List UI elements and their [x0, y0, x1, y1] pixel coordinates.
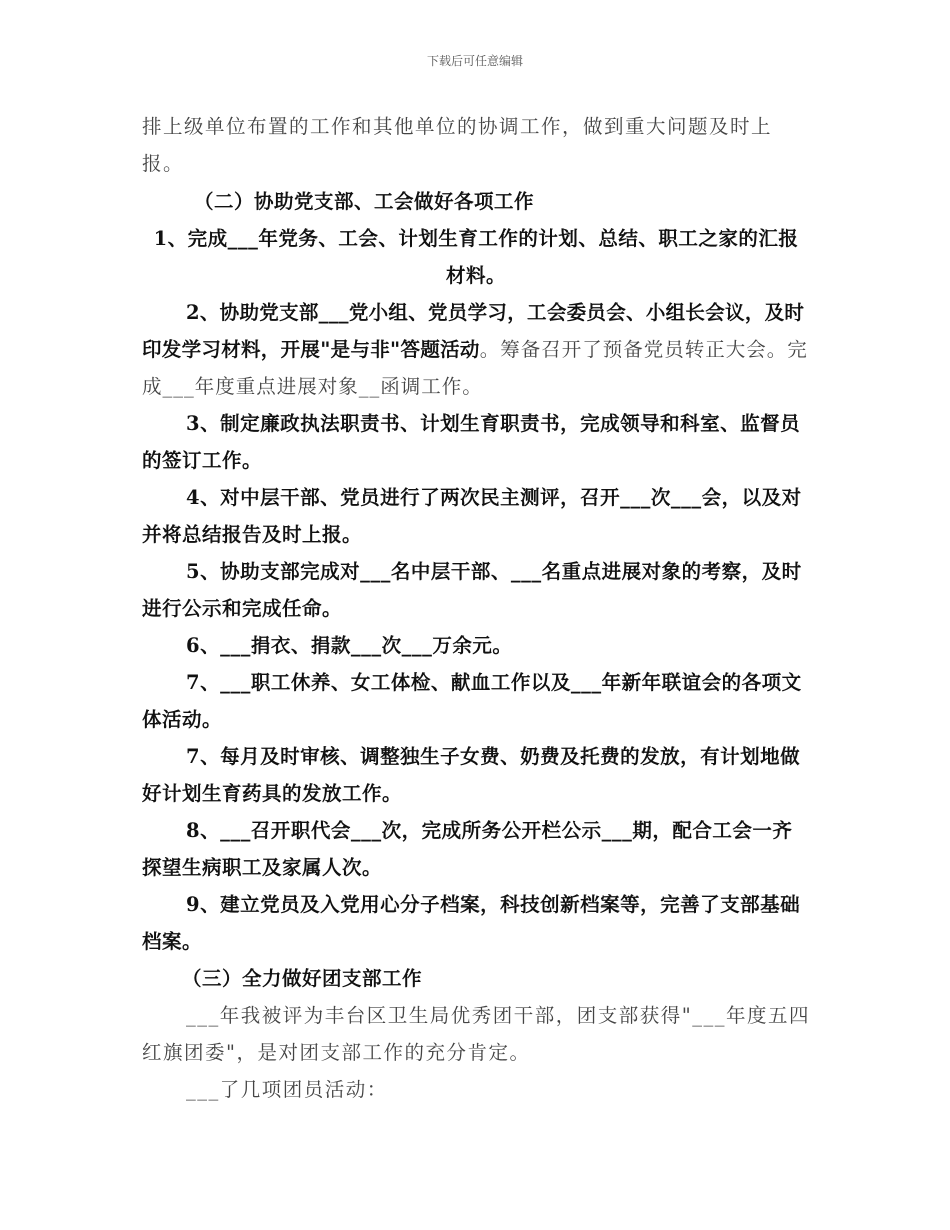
paragraph: 排上级单位布置的工作和其他单位的协调工作，做到重大问题及时上报。 [142, 115, 773, 175]
list-item: 5、协助支部完成对___名中层干部、___名重点进展对象的考察，及时进行公示和完成任命。 [142, 560, 802, 620]
list-item [142, 294, 810, 405]
page-header: 下载后可任意编辑 [426, 54, 523, 68]
list-item: 7、每月及时审核、调整独生子女费、奶费及托费的发放，有计划地做好计划生育药具的发放工作。 [142, 745, 801, 805]
paragraph-light-part: 。筹备召开了预备党员转正大会。完成___年度重点进展对象__函调工作。 [142, 338, 808, 398]
section-heading: （三）全力做好团支部工作 [182, 967, 423, 990]
list-item: 8、___召开职代会___次，完成所务公开栏公示___期，配合工会一齐探望生病职工及家属人次。 [142, 819, 793, 879]
document-body [142, 108, 810, 1108]
list-item: 1、完成___年党务、工会、计划生育工作的计划、总结、职工之家的汇报材料。 [153, 227, 799, 287]
list-item: 6、___捐衣、捐款___次___万余元。 [186, 634, 513, 657]
paragraph: ___年我被评为丰台区卫生局优秀团干部，团支部获得"___年度五四红旗团委"，是对团支部工作的充分肯定。 [142, 1004, 810, 1064]
list-item: 9、建立党员及入党用心分子档案，科技创新档案等，完善了支部基础档案。 [142, 893, 801, 953]
section-heading: （二）协助党支部、工会做好各项工作 [194, 190, 535, 213]
list-item: 7、___职工休养、女工体检、献血工作以及___年新年联谊会的各项文体活动。 [142, 671, 802, 731]
paragraph: ___了几项团员活动： [186, 1078, 388, 1101]
paragraph-bold-part: 2、协助党支部___党小组、党员学习，工会委员会、小组长会议，及时印发学习材料，开展"是与非"答题活动 [142, 301, 805, 361]
list-item: 4、对中层干部、党员进行了两次民主测评，召开___次___会，以及对并将总结报告及时上报。 [142, 486, 802, 546]
list-item: 3、制定廉政执法职责书、计划生育职责书，完成领导和科室、监督员的签订工作。 [142, 412, 801, 472]
